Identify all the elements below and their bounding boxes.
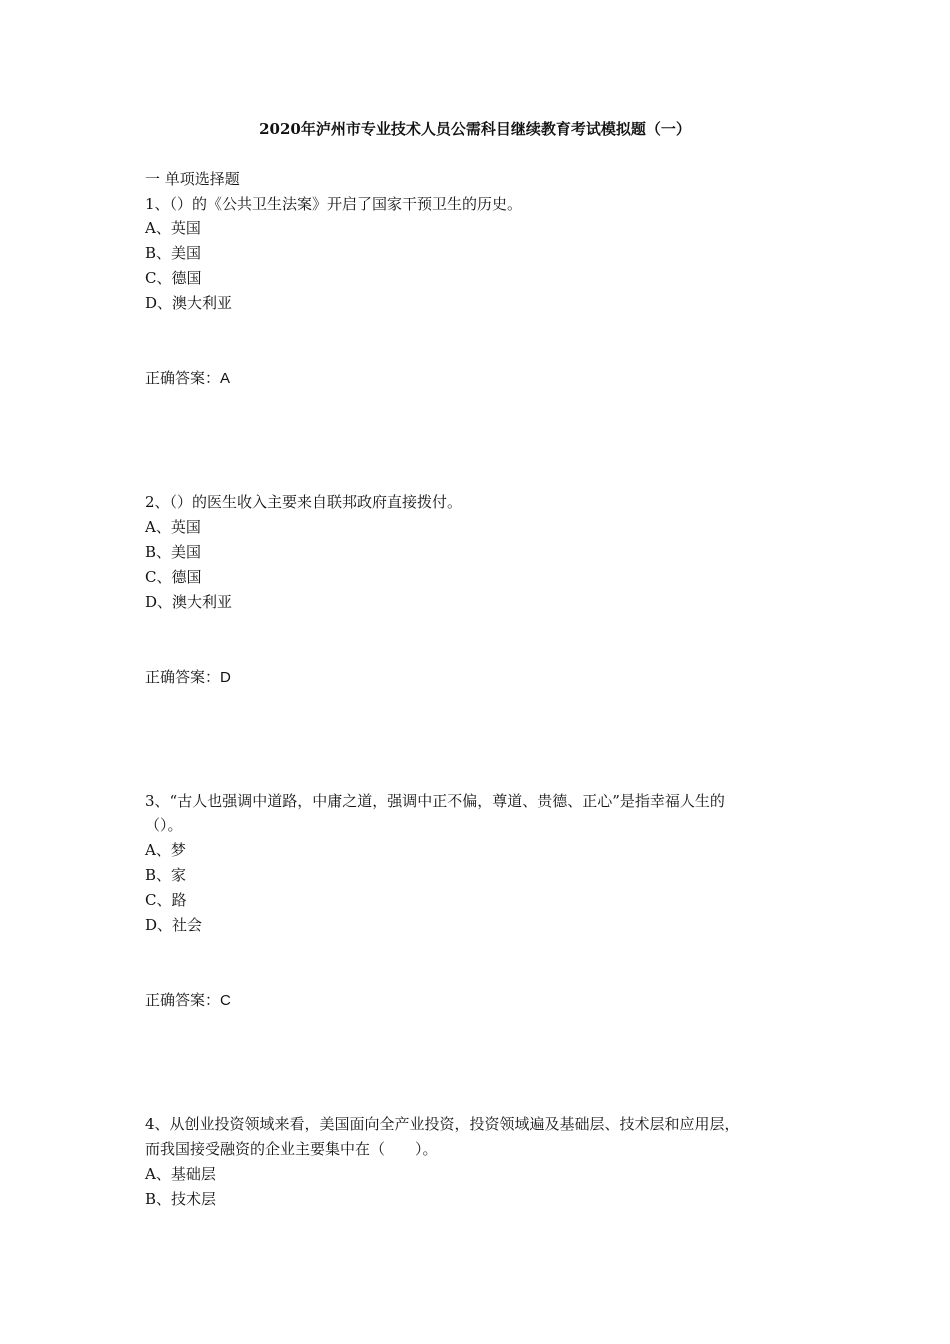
- answer-letter: A: [220, 370, 231, 387]
- question-2-option-d: D、澳大利亚: [145, 593, 233, 611]
- question-3-option-b: B、家: [145, 866, 187, 884]
- question-3-stem-line-2: （）。: [145, 816, 183, 834]
- question-1-option-b: B、美国: [145, 244, 202, 262]
- question-3-option-a: A、梦: [145, 841, 186, 859]
- question-1-option-d: D、澳大利亚: [145, 294, 233, 312]
- answer-letter: D: [220, 669, 231, 686]
- question-3-option-d: D、社会: [145, 916, 203, 934]
- question-2-option-a: A、英国: [145, 518, 201, 536]
- document-title: 2020年泸州市专业技术人员公需科目继续教育考试模拟题（一）: [259, 120, 691, 138]
- question-2-option-c: C、德国: [145, 568, 202, 586]
- question-2-answer: [145, 666, 231, 689]
- answer-prefix: 正确答案：: [145, 369, 221, 387]
- answer-letter: C: [220, 992, 231, 1009]
- question-1-stem: 1、（）的《公共卫生法案》开启了国家干预卫生的历史。: [145, 195, 523, 213]
- question-3-stem-line-1: 3、“古人也强调中道路，中庸之道，强调中正不偏，尊道、贵德、正心”是指幸福人生的: [145, 792, 725, 810]
- question-2-stem: 2、（）的医生收入主要来自联邦政府直接拨付。: [145, 493, 463, 511]
- question-3-answer: [145, 989, 231, 1012]
- question-1-answer: [145, 367, 230, 390]
- question-4-stem-line-1: 4、从创业投资领域来看，美国面向全产业投资，投资领域遍及基础层、技术层和应用层，: [145, 1115, 740, 1133]
- question-4-option-b: B、技术层: [145, 1190, 217, 1208]
- question-2-option-b: B、美国: [145, 543, 202, 561]
- question-1-option-c: C、德国: [145, 269, 202, 287]
- answer-prefix: 正确答案：: [145, 991, 221, 1009]
- question-3-option-c: C、路: [145, 891, 187, 909]
- answer-prefix: 正确答案：: [145, 668, 221, 686]
- question-4-stem-line-2: 而我国接受融资的企业主要集中在（ ）。: [145, 1140, 438, 1158]
- section-heading: 一 单项选择题: [145, 170, 240, 188]
- question-1-option-a: A、英国: [145, 219, 201, 237]
- question-4-option-a: A、基础层: [145, 1165, 216, 1183]
